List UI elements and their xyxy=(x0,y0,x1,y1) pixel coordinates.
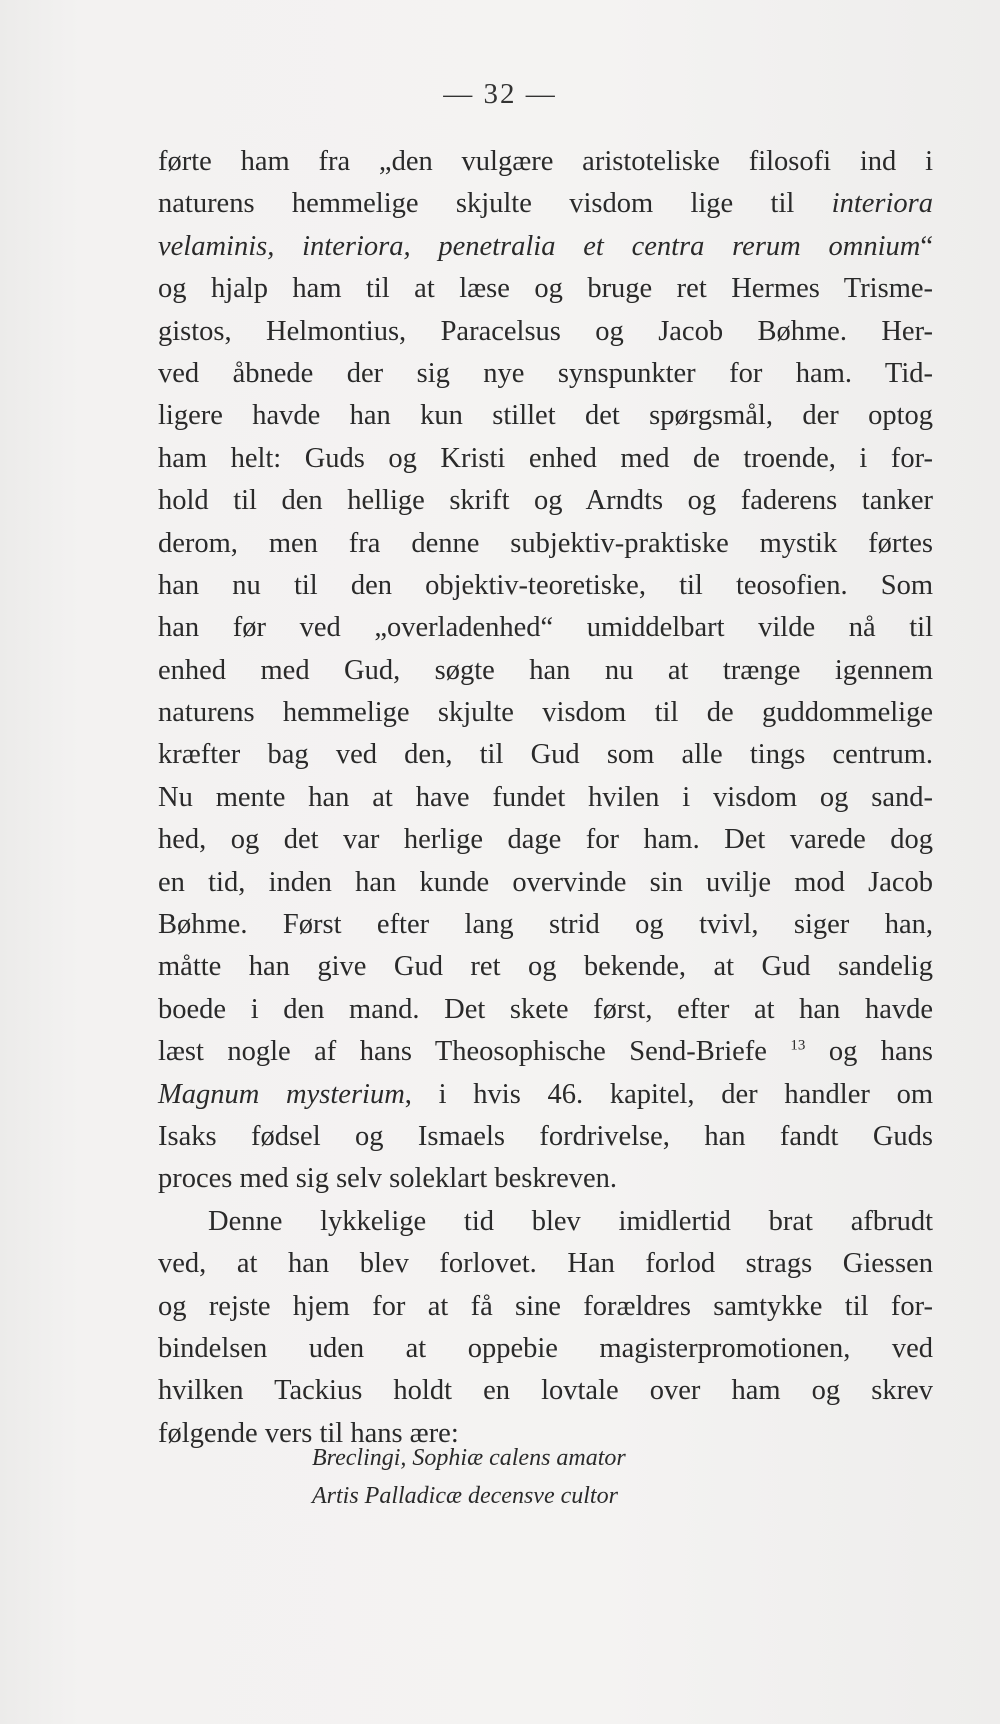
page-number: — 32 — xyxy=(443,78,557,110)
text-line xyxy=(158,777,933,819)
text-run: og hjalp ham til at læse og bruge ret Hermes Trisme- xyxy=(158,273,933,305)
verse-line-2: Artis Palladicæ decensve cultor xyxy=(312,1483,618,1509)
text-run: måtte han give Gud ret og bekende, at Gud sandelig xyxy=(158,951,933,983)
footnote-ref: 13 xyxy=(790,1037,806,1054)
text-line xyxy=(158,1370,933,1412)
text-run: Bøhme. Først efter lang strid og tvivl, siger han, xyxy=(158,909,933,941)
text-line xyxy=(158,1158,933,1200)
text-line xyxy=(158,480,933,522)
text-run: Isaks fødsel og Ismaels fordrivelse, han fandt Guds xyxy=(158,1120,933,1152)
text-run: gistos, Helmontius, Paracelsus og Jacob Bøhme. Her- xyxy=(158,315,933,347)
text-run: ved, at han blev forlovet. Han forlod strags Giessen xyxy=(158,1248,933,1280)
text-line xyxy=(158,989,933,1031)
text-line xyxy=(158,1328,933,1370)
text-run: naturens hemmelige skjulte visdom til de guddommelige xyxy=(158,697,933,729)
text-run: ligere havde han kun stillet det spørgsmål, der optog xyxy=(158,400,933,432)
text-run: “ xyxy=(920,230,933,262)
italic-text: Magnum mysterium xyxy=(158,1078,405,1110)
text-line xyxy=(158,819,933,861)
text-line xyxy=(158,141,933,183)
text-run: han nu til den objektiv-teoretiske, til teosofien. Som xyxy=(158,569,933,601)
text-line xyxy=(158,565,933,607)
text-run: ham helt: Guds og Kristi enhed med de troende, i for- xyxy=(158,442,933,474)
text-run: en tid, inden han kunde overvinde sin uvilje mod Jacob xyxy=(158,866,933,898)
text-line xyxy=(158,1074,933,1116)
body-text xyxy=(158,141,933,1455)
text-run: ved åbnede der sig nye synspunkter for ham. Tid- xyxy=(158,357,933,389)
text-line xyxy=(158,1201,933,1243)
text-run: hvilken Tackius holdt en lovtale over ham og skrev xyxy=(158,1375,933,1407)
text-run: bindelsen uden at oppebie magisterpromotionen, ved xyxy=(158,1332,933,1364)
text-run: derom, men fra denne subjektiv-praktiske mystik førtes xyxy=(158,527,933,559)
text-line xyxy=(158,183,933,225)
text-run: Denne lykkelige tid blev imidlertid brat afbrudt xyxy=(208,1205,933,1237)
text-run: kræfter bag ved den, til Gud som alle tings centrum. xyxy=(158,739,933,771)
text-run: læst nogle af hans Theosophische Send-Briefe xyxy=(158,1036,791,1068)
text-run: han før ved „overladenhed“ umiddelbart vilde nå til xyxy=(158,612,933,644)
text-run: , i hvis 46. kapitel, der handler om xyxy=(404,1078,933,1110)
text-line xyxy=(158,311,933,353)
text-line xyxy=(158,734,933,776)
text-line xyxy=(158,1116,933,1158)
text-line xyxy=(158,438,933,480)
text-run: naturens hemmelige skjulte visdom lige til xyxy=(158,188,832,220)
text-line xyxy=(158,353,933,395)
text-run: og hans xyxy=(805,1036,933,1068)
text-line xyxy=(158,650,933,692)
text-line xyxy=(158,1286,933,1328)
text-line xyxy=(158,1243,933,1285)
text-line xyxy=(158,862,933,904)
text-line xyxy=(158,268,933,310)
text-line xyxy=(158,692,933,734)
text-line xyxy=(158,226,933,268)
text-run: hed, og det var herlige dage for ham. Det varede dog xyxy=(158,824,933,856)
text-run: boede i den mand. Det skete først, efter at han havde xyxy=(158,993,933,1025)
text-line xyxy=(158,607,933,649)
text-line xyxy=(158,523,933,565)
text-run: førte ham fra „den vulgære aristoteliske filosofi ind i xyxy=(158,146,933,177)
text-run: og rejste hjem for at få sine forældres samtykke til for- xyxy=(158,1290,933,1322)
text-run: Nu mente han at have fundet hvilen i visdom og sand- xyxy=(158,781,933,813)
verse-line-1: Breclingi, Sophiæ calens amator xyxy=(312,1445,626,1471)
text-run: følgende vers til hans ære: xyxy=(158,1417,459,1449)
text-run: hold til den hellige skrift og Arndts og faderens tanker xyxy=(158,485,933,517)
text-line xyxy=(158,946,933,988)
text-line xyxy=(158,1031,933,1073)
italic-text: velaminis, interiora, penetralia et centra rerum omnium xyxy=(158,230,921,262)
text-line xyxy=(158,904,933,946)
text-line xyxy=(158,395,933,437)
text-run: proces med sig selv soleklart beskreven. xyxy=(158,1163,618,1195)
italic-text: interiora xyxy=(831,188,933,220)
text-run: enhed med Gud, søgte han nu at trænge igennem xyxy=(158,654,933,686)
